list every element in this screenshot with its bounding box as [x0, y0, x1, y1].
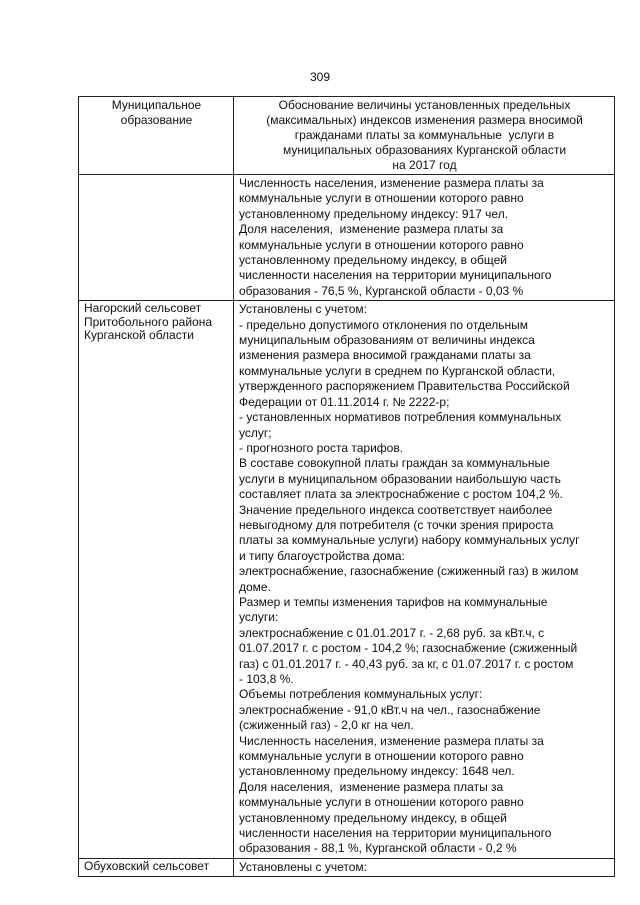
text-line: изменения размера вносимой гражданами платы за	[239, 348, 531, 363]
text-line: Объемы потребления коммунальных услуг:	[239, 687, 483, 702]
text-line: Притобольного района	[84, 314, 213, 329]
text-line: установленному предельному индексу, в общей	[239, 253, 507, 268]
text-line: Курганской области	[84, 328, 194, 343]
text-line: коммунальные услуги в среднем по Курганской области,	[239, 363, 556, 378]
text-line: установленному предельному индексу, в общей	[239, 810, 507, 825]
text-line: (сжиженный газ) - 2,0 кг на чел.	[239, 718, 414, 733]
text-line: утвержденного распоряжением Правительства Российской	[239, 379, 570, 394]
text-line: Численность населения, изменение размера платы за	[239, 733, 544, 748]
text-line: составляет плата за электроснабжение с ростом 104,2 %.	[239, 487, 563, 502]
table-header-row	[79, 97, 615, 175]
text-line: образования - 76,5 %, Курганской области - 0,03 %	[239, 283, 524, 298]
text-line: В составе совокупной платы граждан за коммунальные	[239, 456, 550, 471]
text-line: Установлены с учетом:	[239, 302, 367, 317]
text-line: услуги:	[239, 610, 279, 625]
text-line: численности населения на территории муниципального	[239, 826, 552, 841]
text-line: услуги в муниципальном образовании наибольшую часть	[239, 471, 561, 486]
text-line: 01.07.2017 г. с ростом - 104,2 %; газоснабжение (сжиженный	[239, 641, 578, 656]
text-line: установленному предельному индексу: 917 чел.	[239, 206, 509, 221]
text-line: образование	[120, 113, 193, 127]
text-line: доме.	[239, 579, 271, 594]
text-line: муниципальных образованиях Курганской области	[282, 143, 567, 157]
text-line: - предельно допустимого отклонения по отдельным	[239, 317, 528, 332]
text-line: Размер и темпы изменения тарифов на коммунальные	[239, 594, 548, 609]
table-row	[79, 175, 615, 301]
justification-cell	[234, 858, 615, 876]
text-line: - 103,8 %.	[239, 672, 294, 686]
text-line: образования - 88,1 %, Курганской области - 0,2 %	[239, 841, 517, 856]
text-line: электроснабжение - 91,0 кВт.ч на чел., газоснабжение	[239, 702, 541, 717]
text-line: на 2017 год	[392, 158, 457, 172]
page-number: 309	[309, 70, 331, 84]
text-line: услуг;	[239, 425, 272, 440]
header-municipality	[79, 97, 234, 175]
text-line: - прогнозного роста тарифов.	[239, 440, 404, 455]
text-line: коммунальные услуги в отношении которого равно	[239, 237, 524, 252]
text-line: численности населения на территории муниципального	[239, 268, 552, 283]
municipality-cell	[79, 301, 234, 859]
header-justification	[234, 97, 615, 175]
text-line: коммунальные услуги в отношении которого равно	[239, 749, 524, 764]
text-line: газ) с 01.01.2017 г. - 40,43 руб. за кг, с 01.07.2017 г. с ростом	[239, 656, 574, 671]
text-line: Установлены с учетом:	[239, 859, 367, 874]
municipality-cell	[79, 175, 234, 301]
justification-cell	[234, 301, 615, 859]
text-line: Обоснование величины установленных предельных	[278, 98, 571, 112]
text-line: коммунальные услуги в отношении которого равно	[239, 795, 524, 810]
text-line: (максимальных) индексов изменения размера вносимой	[266, 113, 583, 127]
text-line: невыгодному для потребителя (с точки зрения прироста	[239, 517, 554, 532]
text-line: гражданами платы за коммунальные услуги в	[294, 128, 555, 142]
text-line: электроснабжение, газоснабжение (сжиженный газ) в жилом	[239, 564, 579, 579]
text-line: Обуховский сельсовет	[84, 858, 210, 873]
text-line: Нагорский сельсовет	[84, 301, 202, 316]
justification-cell	[234, 175, 615, 301]
municipal-index-table	[78, 96, 615, 877]
municipality-cell	[79, 858, 234, 876]
text-line: коммунальные услуги в отношении которого равно	[239, 191, 524, 206]
text-line: Значение предельного индекса соответствует наиболее	[239, 502, 553, 517]
text-line: электроснабжение с 01.01.2017 г. - 2,68 руб. за кВт.ч, с	[239, 625, 545, 640]
text-line: муниципальным образованиям от величины индекса	[239, 333, 535, 348]
text-line: и типу благоустройства дома:	[239, 548, 405, 563]
text-line: установленному предельному индексу: 1648 чел.	[239, 764, 515, 779]
text-line: Численность населения, изменение размера платы за	[239, 176, 544, 190]
table-row	[79, 858, 615, 876]
table-row	[79, 301, 615, 859]
text-line: Федерации от 01.11.2014 г. № 2222-р;	[239, 394, 450, 409]
text-line: Доля населения, изменение размера платы за	[239, 779, 504, 794]
text-line: платы за коммунальные услуги) набору коммунальных услуг	[239, 533, 580, 548]
text-line: Муниципальное	[111, 98, 202, 112]
text-line: Доля населения, изменение размера платы за	[239, 222, 504, 237]
text-line: - установленных нормативов потребления коммунальных	[239, 410, 562, 425]
